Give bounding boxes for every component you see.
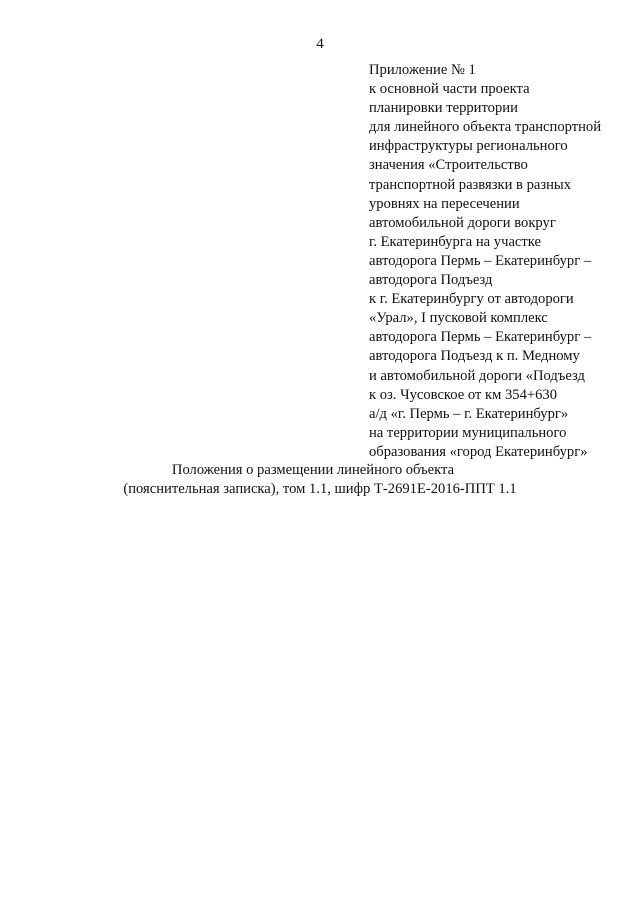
appendix-line: автомобильной дороги вокруг <box>369 214 556 231</box>
appendix-line: к основной части проекта <box>369 81 530 98</box>
appendix-line: к г. Екатеринбургу от автодороги <box>369 291 574 308</box>
appendix-line: транспортной развязки в разных <box>369 176 572 193</box>
document-title-line-2: (пояснительная записка), том 1.1, шифр Т-2691Е-2016-ППТ 1.1 <box>123 481 517 498</box>
appendix-line: «Урал», I пусковой комплекс <box>369 310 548 327</box>
appendix-line: планировки территории <box>369 100 518 117</box>
appendix-line: а/д «г. Пермь – г. Екатеринбург» <box>369 405 569 422</box>
appendix-line: уровнях на пересечении <box>369 195 520 212</box>
appendix-line: автодорога Пермь – Екатеринбург – <box>369 252 592 269</box>
page-number: 4 <box>316 36 324 52</box>
appendix-line: образования «город Екатеринбург» <box>369 443 588 460</box>
appendix-line: и автомобильной дороги «Подъезд <box>369 367 585 384</box>
appendix-line: значения «Строительство <box>369 157 528 174</box>
appendix-line: на территории муниципального <box>369 424 567 441</box>
document-title <box>0 461 640 499</box>
appendix-line: автодорога Подъезд <box>369 272 493 289</box>
appendix-line: г. Екатеринбурга на участке <box>369 233 541 250</box>
appendix-line: автодорога Подъезд к п. Медному <box>369 348 580 365</box>
appendix-line: для линейного объекта транспортной <box>369 119 602 136</box>
appendix-line: автодорога Пермь – Екатеринбург – <box>369 329 592 346</box>
appendix-line: инфраструктуры регионального <box>369 138 568 155</box>
appendix-line: Приложение № 1 <box>369 62 476 78</box>
appendix-line: к оз. Чусовское от км 354+630 <box>369 386 558 403</box>
appendix-header <box>369 61 634 462</box>
document-title-line-1: Положения о размещении линейного объекта <box>171 462 455 478</box>
